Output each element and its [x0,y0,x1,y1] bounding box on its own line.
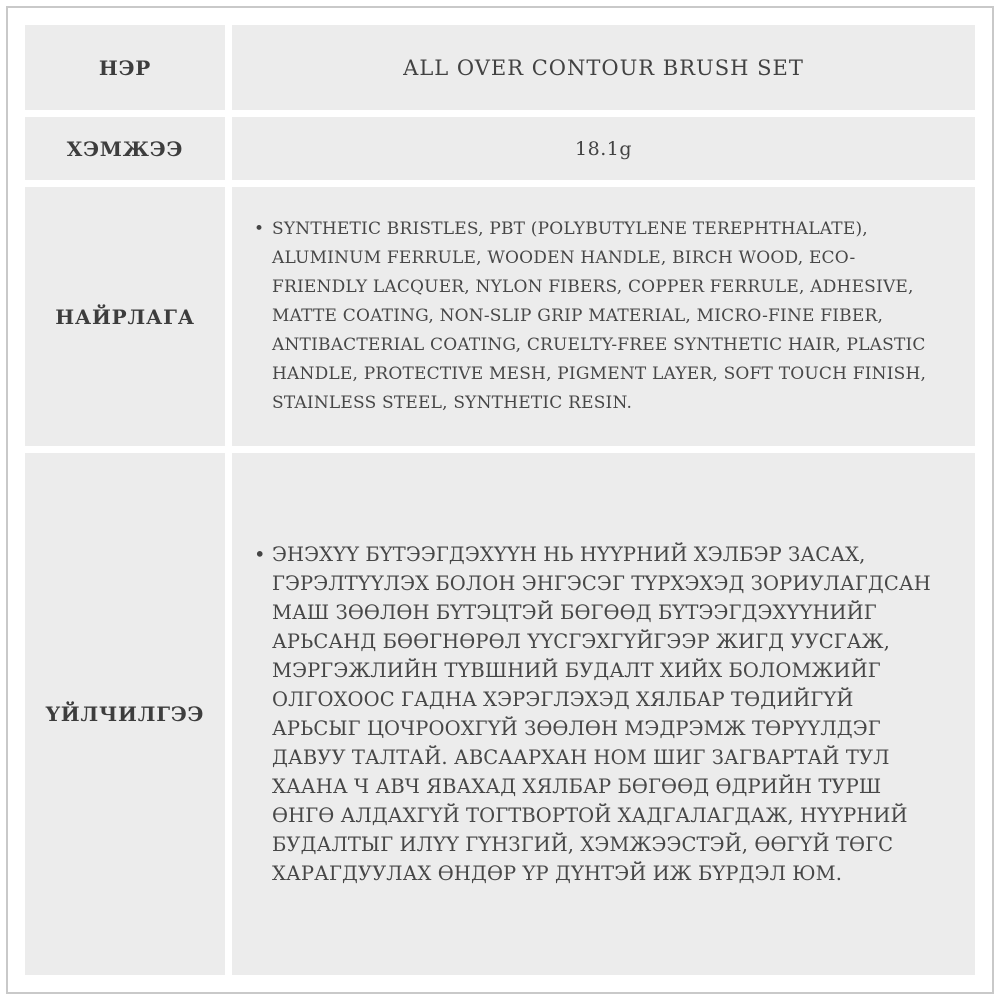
label-cell-name: НЭР [25,25,225,110]
bullet-icon: • [254,543,266,566]
label-cell-service: ҮЙЛЧИЛГЭЭ [25,453,225,975]
ingredients-bullet-item [254,215,947,418]
value-cell-product-name: ALL OVER CONTOUR BRUSH SET [232,25,975,110]
service-description-text: ЭНЭХҮҮ БҮТЭЭГДЭХҮҮН НЬ НҮҮРНИЙ ХЭЛБЭР ЗАСАХ, ГЭРЭЛТҮҮЛЭХ БОЛОН ЭНГЭСЭГ ТҮРХЭХЭД ЗОРИУЛАГДСАН МАШ ЗӨӨЛӨН БҮТЭЦТЭЙ БӨГӨӨД БҮТЭЭГДЭХҮҮНИЙГ АРЬСАНД БӨӨГНӨРӨЛ ҮҮСГЭХГҮЙГЭЭР ЖИГД УУСГАЖ, МЭРГЭЖЛИЙН ТҮВШНИЙ БУДАЛТ ХИЙХ БОЛОМЖИЙГ ОЛГОХООС ГАДНА ХЭРЭГЛЭХЭД ХЯЛБАР ТӨДИЙГҮЙ АРЬСЫГ ЦОЧРООХГҮЙ ЗӨӨЛӨН МЭДРЭМЖ ТӨРҮҮЛДЭГ ДАВУУ ТАЛТАЙ. АВСААРХАН НОМ ШИГ ЗАГВАРТАЙ ТУЛ ХААНА Ч АВЧ ЯВАХАД ХЯЛБАР БӨГӨӨД ӨДРИЙН ТУРШ ӨНГӨ АЛДАХГҮЙ ТОГТВОРТОЙ ХАДГАЛАГДАЖ, НҮҮРНИЙ БУДАЛТЫГ ИЛҮҮ ГҮНЗГИЙ, ХЭМЖЭЭСТЭЙ, ӨӨГҮЙ ТӨГС ХАРАГДУУЛАХ ӨНДӨР ҮР ДҮНТЭЙ ИЖ БҮРДЭЛ ЮМ. [272,543,931,885]
ingredients-text: SYNTHETIC BRISTLES, PBT (POLYBUTYLENE TEREPHTHALATE), ALUMINUM FERRULE, WOODEN HANDLE, BIRCH WOOD, ECO-FRIENDLY LACQUER, NYLON FIBERS, COPPER FERRULE, ADHESIVE, MATTE COATING, NON-SLIP GRIP MATERIAL, MICRO-FINE FIBER, ANTIBACTERIAL COATING, CRUELTY-FREE SYNTHETIC HAIR, PLASTIC HANDLE, PROTECTIVE MESH, PIGMENT LAYER, SOFT TOUCH FINISH, STAINLESS STEEL, SYNTHETIC RESIN. [272,219,927,413]
label-cell-ingredients: НАЙРЛАГА [25,187,225,446]
value-cell-service [232,453,975,975]
value-cell-ingredients [232,187,975,446]
label-cell-size: ХЭМЖЭЭ [25,117,225,180]
spec-table [25,25,975,975]
value-cell-size: 18.1g [232,117,975,180]
bullet-icon: • [254,219,265,239]
service-bullet-item [254,540,947,888]
